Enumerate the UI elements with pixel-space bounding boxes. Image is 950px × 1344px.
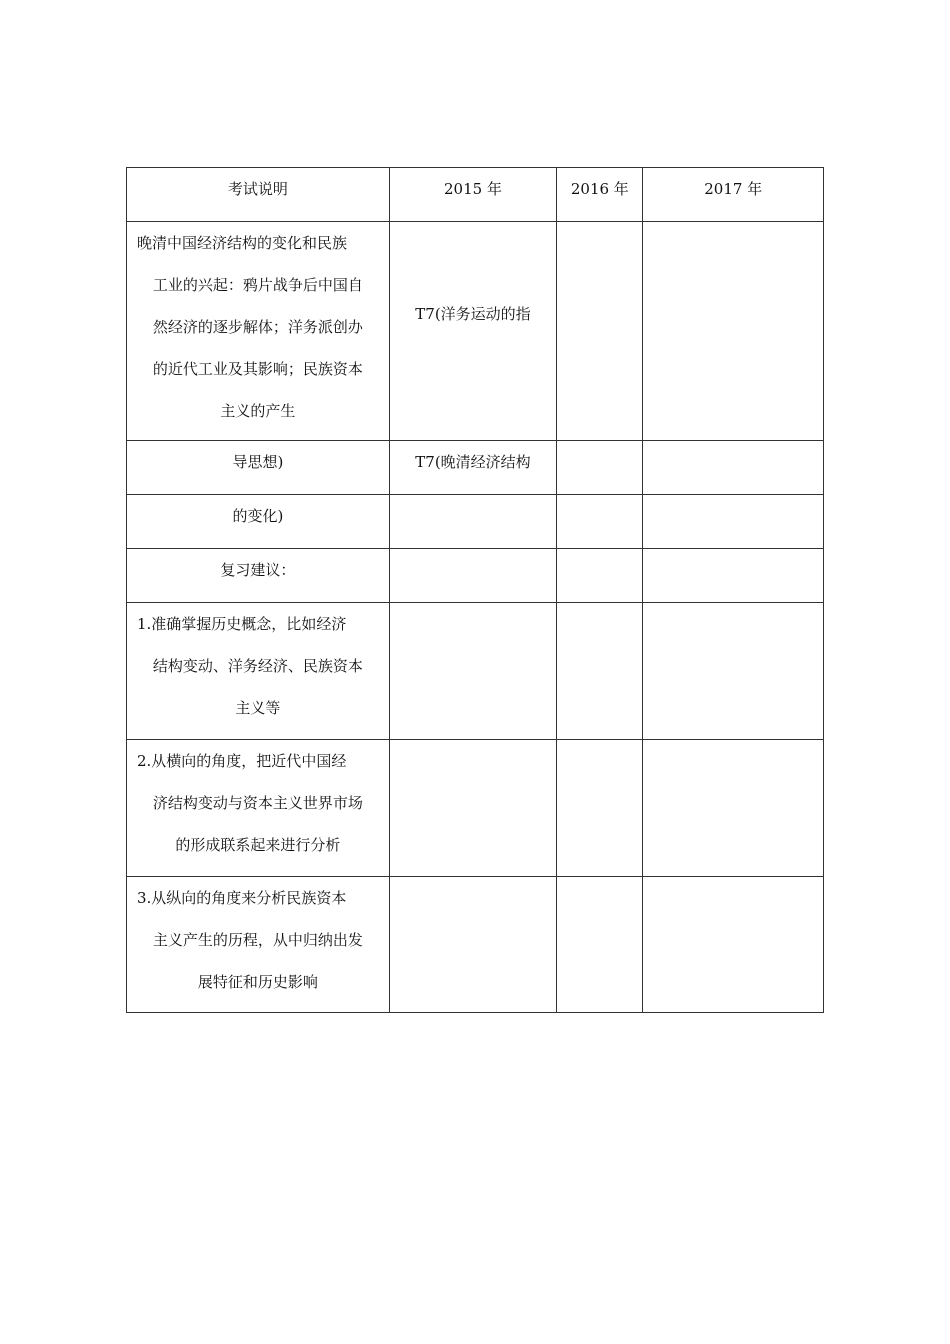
table-row <box>127 495 824 549</box>
header-2015: 2015 年 <box>389 168 556 222</box>
row7-2015-cell <box>389 877 556 1013</box>
table-header-row <box>127 168 824 222</box>
row7-2017-cell <box>643 877 824 1013</box>
row6-description-cell <box>127 740 390 877</box>
row5-line1: 1.准确掌握历史概念，比如经济 <box>137 615 347 633</box>
row2-2017-cell <box>643 441 824 495</box>
table-row <box>127 603 824 740</box>
table-row <box>127 441 824 495</box>
row7-line3: 展特征和历史影响 <box>197 973 318 991</box>
exam-analysis-table <box>126 167 824 1013</box>
row6-2017-cell <box>643 740 824 877</box>
row3-2017-cell <box>643 495 824 549</box>
row5-description-cell <box>127 603 390 740</box>
row6-line2: 济结构变动与资本主义世界市场 <box>152 794 363 812</box>
row1-line4: 的近代工业及其影响；民族资本 <box>152 360 363 378</box>
row7-line1: 3.从纵向的角度来分析民族资本 <box>137 889 347 907</box>
row1-2015-text: T7(洋务运动的指 <box>415 305 531 323</box>
row1-2015-cell <box>389 222 556 441</box>
header-2017: 2017 年 <box>643 168 824 222</box>
row1-line2: 工业的兴起：鸦片战争后中国自 <box>152 276 363 294</box>
row2-2015-cell: T7(晚清经济结构 <box>389 441 556 495</box>
row6-2016-cell <box>557 740 643 877</box>
row2-description-cell: 导思想) <box>127 441 390 495</box>
row1-line3: 然经济的逐步解体；洋务派创办 <box>152 318 363 336</box>
row6-2015-cell <box>389 740 556 877</box>
row2-2016-cell <box>557 441 643 495</box>
row7-2016-cell <box>557 877 643 1013</box>
row4-description-cell: 复习建议： <box>127 549 390 603</box>
table-row <box>127 740 824 877</box>
table-row <box>127 877 824 1013</box>
row5-2015-cell <box>389 603 556 740</box>
row1-2016-cell <box>557 222 643 441</box>
row7-line2: 主义产生的历程，从中归纳出发 <box>152 931 363 949</box>
row5-line3: 主义等 <box>235 699 281 717</box>
row4-2015-cell <box>389 549 556 603</box>
row3-2015-cell <box>389 495 556 549</box>
header-2016: 2016 年 <box>557 168 643 222</box>
row1-line5: 主义的产生 <box>220 402 296 420</box>
row5-line2: 结构变动、洋务经济、民族资本 <box>152 657 363 675</box>
table-row <box>127 222 824 441</box>
table-row <box>127 549 824 603</box>
row4-2017-cell <box>643 549 824 603</box>
row3-2016-cell <box>557 495 643 549</box>
row6-line1: 2.从横向的角度，把近代中国经 <box>137 752 347 770</box>
row1-line1: 晚清中国经济结构的变化和民族 <box>137 234 348 252</box>
row4-2016-cell <box>557 549 643 603</box>
row1-description-cell <box>127 222 390 441</box>
header-exam-description: 考试说明 <box>127 168 390 222</box>
row5-2017-cell <box>643 603 824 740</box>
row5-2016-cell <box>557 603 643 740</box>
row3-description-cell: 的变化) <box>127 495 390 549</box>
row6-line3: 的形成联系起来进行分析 <box>175 836 341 854</box>
row7-description-cell <box>127 877 390 1013</box>
row1-2017-cell <box>643 222 824 441</box>
